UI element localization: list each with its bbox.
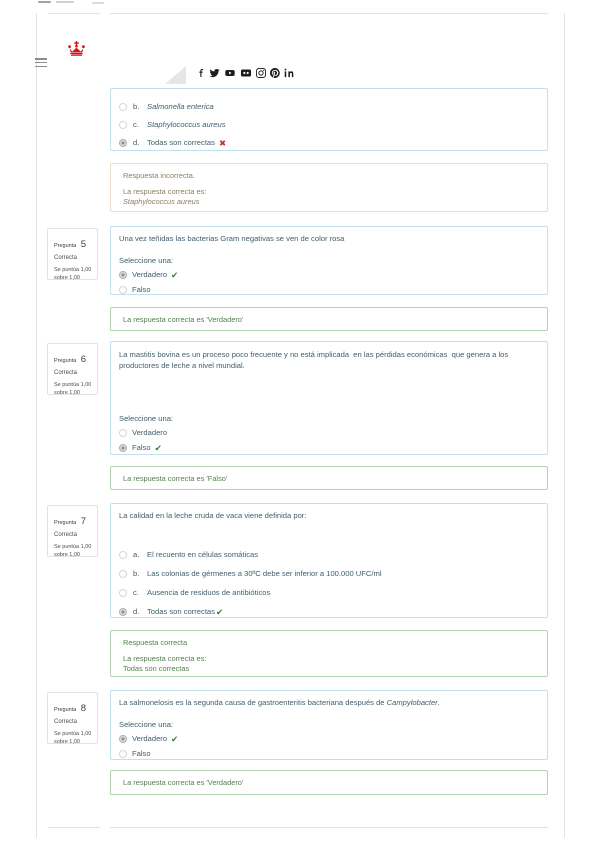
feedback-title: Respuesta correcta [123,638,188,647]
question-5-info [47,228,98,280]
radio-unselected[interactable] [119,286,127,294]
answer-option[interactable] [119,285,539,295]
option-letter: c. [133,588,139,597]
question-status: Correcta [54,255,78,261]
option-text: Las colonias de gérmenes a 30ºC debe ser inferior a 100.000 UFC/ml [147,569,382,578]
cut-next-question-box-edge [110,827,548,828]
question-status: Correcta [54,532,78,538]
question-number: 6 [80,354,87,365]
option-text: Todas son correctas [147,607,215,616]
radio-selected[interactable] [119,444,127,452]
option-letter: c. [133,120,139,129]
urjc-crown-logo[interactable] [67,41,86,61]
radio-unselected[interactable] [119,429,127,437]
answer-option[interactable] [119,607,539,617]
answer-option[interactable] [119,428,539,438]
question-label: Pregunta [54,520,77,526]
incorrect-cross-icon: ✖ [218,138,227,148]
linkedin-icon[interactable] [284,68,294,78]
feedback-correct-box [110,770,548,795]
hamburger-menu-icon[interactable] [35,58,47,69]
option-text: Ausencia de residuos de antibióticos [147,588,271,597]
question-score: sobre 1,00 [54,739,80,746]
option-text: Falso [132,749,151,758]
feedback-correct-box [110,307,548,331]
question-score: Se puntúa 1,00 [54,382,92,388]
answer-option[interactable] [119,102,539,112]
feedback-title: Respuesta incorrecta. [123,171,195,180]
answer-option[interactable] [119,569,539,579]
question-score: Se puntúa 1,00 [54,731,92,737]
feedback-label: La respuesta correcta es: [123,187,207,196]
question-8-box [110,690,548,760]
answer-option[interactable] [119,749,539,759]
question-7-box [110,503,548,618]
answer-option[interactable] [119,270,539,280]
radio-selected[interactable] [119,608,127,616]
feedback-text: La respuesta correcta es 'Verdadero' [123,778,244,787]
radio-unselected[interactable] [119,570,127,578]
question-label: Pregunta [54,243,77,249]
option-letter: d. [133,607,140,616]
correct-check-icon: ✔ [215,607,224,617]
cut-top-text-remnant [92,2,104,4]
correct-check-icon: ✔ [154,443,162,453]
option-text: Falso [132,443,151,452]
radio-selected[interactable] [119,271,127,279]
radio-selected[interactable] [119,735,127,743]
cut-previous-info-box-edge [48,13,100,14]
flickr-icon[interactable] [240,68,252,78]
radio-unselected[interactable] [119,121,127,129]
feedback-text: La respuesta correcta es 'Verdadero' [123,315,244,324]
select-prompt: Seleccione una: [119,414,174,423]
option-letter: a. [133,550,140,559]
twitter-icon[interactable] [209,68,220,78]
option-letter: b. [133,102,140,111]
answer-option[interactable] [119,588,539,598]
option-letter: d. [133,138,140,147]
answer-option[interactable] [119,550,539,560]
pinterest-icon[interactable] [270,68,280,78]
answer-option[interactable] [119,120,539,130]
youtube-icon[interactable] [224,68,236,78]
crown-icon [67,41,86,56]
select-prompt: Seleccione una: [119,720,174,729]
feedback-correct-box [110,630,548,677]
facebook-icon[interactable] [197,68,205,78]
question-score: Se puntúa 1,00 [54,544,92,550]
question-score: sobre 1,00 [54,390,80,397]
question-number: 7 [80,516,87,527]
option-text: Verdadero [132,428,168,437]
question-label: Pregunta [54,358,77,364]
radio-selected[interactable] [119,139,127,147]
question-6-box [110,341,548,455]
select-prompt: Seleccione una: [119,256,174,265]
decorative-corner-triangle [165,66,186,89]
question-stem: La salmonelosis es la segunda causa de gastroenteritis bacteriana después de Campylobacter. [119,698,440,707]
cut-next-info-box-edge [48,827,100,828]
answer-option[interactable] [119,443,539,453]
feedback-label: La respuesta correcta es: [123,654,207,663]
feedback-text: La respuesta correcta es 'Falso' [123,474,228,483]
question-score: Se puntúa 1,00 [54,267,92,273]
question-stem: La calidad en la leche cruda de vaca viene definida por: [119,511,307,520]
option-letter: b. [133,569,140,578]
question-number: 5 [80,239,87,250]
feedback-answer: Staphylococcus aureus [123,197,200,206]
radio-unselected[interactable] [119,750,127,758]
question-5-box [110,226,548,295]
question-status: Correcta [54,719,78,725]
option-text: Todas son correctas [147,138,215,147]
question-stem: Una vez teñidas las bacterias Gram negativas se ven de color rosa [119,234,345,243]
cut-top-text-remnant [38,1,51,3]
answer-option[interactable] [119,138,539,148]
question-stem: La mastitis bovina es un proceso poco frecuente y no está implicada en las pérdidas económicas que genera a los productores de leche a nivel mundial. [119,350,511,370]
correct-check-icon: ✔ [171,270,179,280]
option-text: Falso [132,285,151,294]
radio-unselected[interactable] [119,589,127,597]
question-status: Correcta [54,370,78,376]
correct-check-icon: ✔ [171,734,179,744]
cut-previous-question-box-edge [110,13,548,14]
question-4-options-box [110,88,548,151]
social-icons-bar [197,68,294,78]
option-text: Verdadero [132,270,168,279]
feedback-correct-box [110,466,548,490]
option-text: Verdadero [132,734,168,743]
feedback-answer: Todas son correctas [123,664,190,673]
question-score: sobre 1,00 [54,552,80,559]
question-8-info [47,692,98,744]
question-7-info [47,505,98,557]
instagram-icon[interactable] [256,68,266,78]
option-text: Staphylococcus aureus [147,120,226,129]
question-label: Pregunta [54,707,77,713]
radio-unselected[interactable] [119,551,127,559]
question-score: sobre 1,00 [54,275,80,282]
radio-unselected[interactable] [119,103,127,111]
cut-top-text-remnant [56,1,74,3]
feedback-incorrect-box [110,163,548,212]
option-text: El recuento en células somáticas [147,550,259,559]
question-number: 8 [80,703,87,714]
question-6-info [47,343,98,395]
answer-option[interactable] [119,734,539,744]
option-text: Salmonella enterica [147,102,214,111]
